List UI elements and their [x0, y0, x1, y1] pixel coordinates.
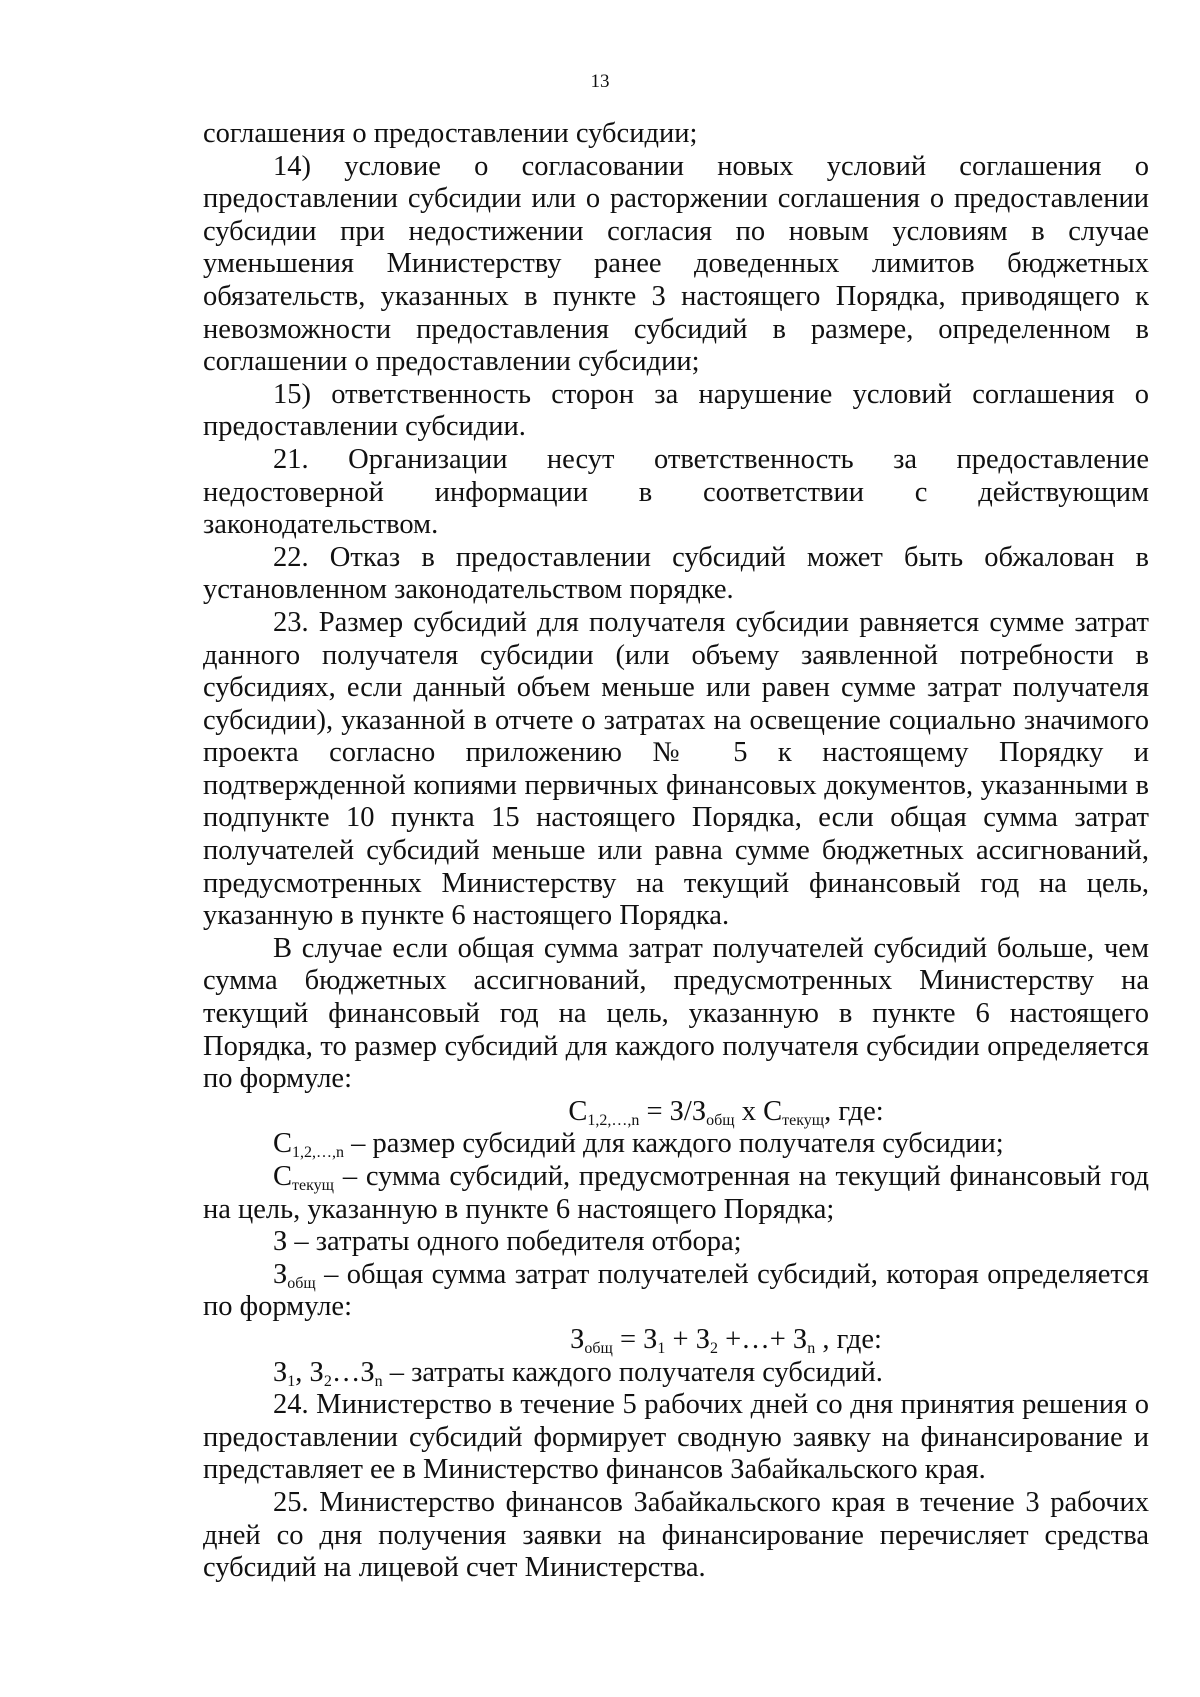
paragraph: 22. Отказ в предоставлении субсидий может быть обжалован в установленном законодательством порядке.: [203, 541, 1149, 606]
formula-total-costs: $З_{общ} = З_1 + З_2$ +…+ $З_n$ , где:: [570, 1323, 882, 1357]
definition: $З_{общ}$ – общая сумма затрат получателей субсидий, которая определяется по формуле:: [203, 1258, 1149, 1323]
definition: $С_{текущ}$ – сумма субсидий, предусмотренная на текущий финансовый год на цель, указанную в пункте 6 настоящего Порядка;: [203, 1161, 1149, 1225]
paragraph: 14) условие о согласовании новых условий соглашения о предоставлении субсидии или о расторжении соглашения о предоставлении субсидии при недостижении согласия по новым условиям в случае уменьшения Министерству ранее доведенных лимитов бюджетных обязательств, указанных в пункте 3 настоящего Порядка, приводящего к невозможности предоставления субсидий в размере, определенном в соглашении о предоставлении субсидии;: [203, 150, 1149, 378]
definition: З – затраты одного победителя отбора;: [273, 1226, 742, 1258]
paragraph: 25. Министерство финансов Забайкальского края в течение 3 рабочих дней со дня получения заявки на финансирование перечисляет средства субсидий на лицевой счет Министерства.: [203, 1486, 1149, 1584]
paragraph: соглашения о предоставлении субсидии;: [203, 118, 698, 149]
paragraph: В случае если общая сумма затрат получателей субсидий больше, чем сумма бюджетных ассигнований, предусмотренных Министерству на текущий финансовый год на цель, указанную в пункте 6 настоящего Порядка, то размер субсидий для каждого получателя субсидии определяется по формуле:: [203, 932, 1149, 1095]
paragraph: 15) ответственность сторон за нарушение условий соглашения о предоставлении субсидии.: [203, 378, 1149, 443]
paragraph: 23. Размер субсидий для получателя субсидии равняется сумме затрат данного получателя субсидии (или объему заявленной потребности в субсидиях, если данный объем меньше или равен сумме затрат получателя субсидии), указанной в отчете о затратах на освещение социально значимого проекта согласно приложению № 5 к настоящему Порядку и подтвержденной копиями первичных финансовых документов, указанными в подпункте 10 пункта 15 настоящего Порядка, если общая сумма затрат получателей субсидий меньше или равна сумме бюджетных ассигнований, предусмотренных Министерству на текущий финансовый год на цель, указанную в пункте 6 настоящего Порядка.: [203, 606, 1149, 932]
paragraph: 21. Организации несут ответственность за предоставление недостоверной информации в соответствии с действующим законодательством.: [203, 443, 1149, 541]
definition: $С_{1,2,\dots,n}$ – размер субсидий для каждого получателя субсидии;: [273, 1128, 1004, 1162]
document-body: [203, 118, 1149, 1585]
page-number: 13: [590, 71, 610, 92]
formula-subsidy-size: $С_{1,2,\dots,n} = З/З_{общ}$ х $С_{текущ}$, где:: [568, 1095, 884, 1129]
definition: $З_1$, $З_2\dots З_n$ – затраты каждого получателя субсидий.: [273, 1356, 883, 1390]
paragraph: 24. Министерство в течение 5 рабочих дней со дня принятия решения о предоставлении субсидий формирует сводную заявку на финансирование и представляет ее в Министерство финансов Забайкальского края.: [203, 1389, 1149, 1486]
